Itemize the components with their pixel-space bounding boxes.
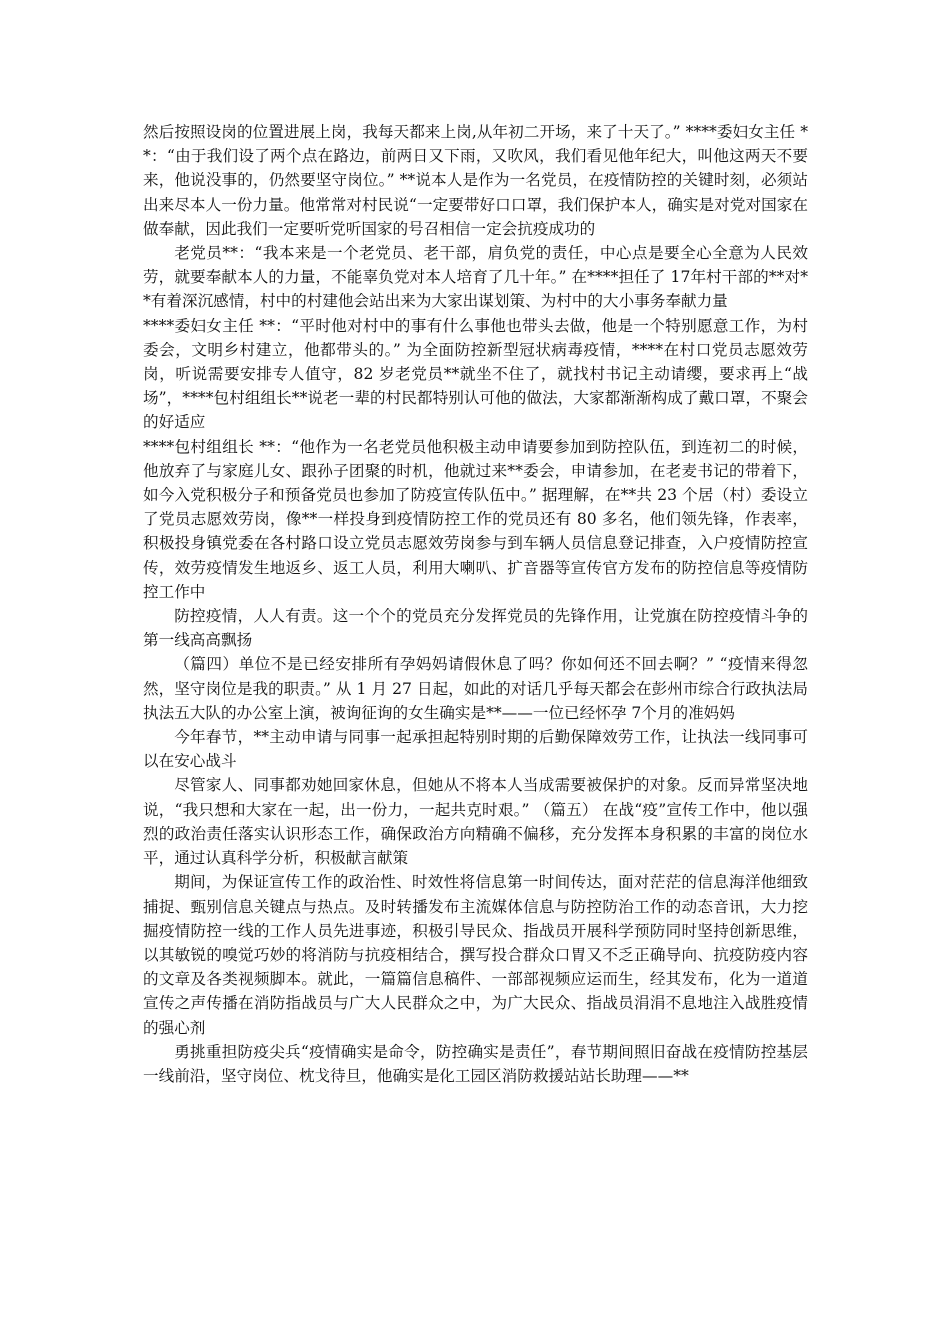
paragraph-9: 期间，为保证宣传工作的政治性、时效性将信息第一时间传达，面对茫茫的信息海洋他细致捕捉、甄别信息关键点与热点。及时转播发布主流媒体信息与防控防治工作的动态音讯，大力挖掘疫情防控一线的工作人员先进事迹，积极引导民众、指战员开展科学预防同时坚持创新思维，以其敏锐的嗅觉巧妙的将消防与抗疫相结合，撰写投合群众口胃又不乏正确导向、抗疫防疫内容的文章及各类视频脚本。就此，一篇篇信息稿件、一部部视频应运而生，经其发布，化为一道道宣传之声传播在消防指战员与广大人民群众之中，为广大民众、指战员涓涓不息地注入战胜疫情的强心剂 — [143, 873, 808, 1037]
paragraph-3: ****委妇女主任 **：“平时他对村中的事有什么事他也带头去做，他是一个特别愿意工作，为村委会，文明乡村建立，他都带头的。” 为全面防控新型冠状病毒疫情，****在村口党员志愿效劳岗，听说需要安排专人值守，82 岁老党员**就坐不住了，就找村书记主动请缨，要求再上“战场”，****包村组组长**说老一辈的村民都特别认可他的做法，大家都渐渐构成了戴口罩，不聚会的好适应 — [143, 316, 808, 432]
document-body — [143, 120, 808, 1088]
paragraph-5: 防控疫情，人人有责。这一个个的党员充分发挥党员的先锋作用，让党旗在防控疫情斗争的第一线高高飘扬 — [143, 607, 808, 650]
paragraph-4: ****包村组组长 **：“他作为一名老党员他积极主动申请要参加到防控队伍，到连初二的时候，他放弃了与家庭儿女、跟孙子团聚的时机，他就过来**委会，申请参加，在老麦书记的带着下，如今入党积极分子和预备党员也参加了防疫宣传队伍中。” 据理解，在**共 23 个居（村）委设立了党员志愿效劳岗，像**一样投身到疫情防控工作的党员还有 80 多名，他们领先锋，作表率，积极投身镇党委在各村路口设立党员志愿效劳岗参与到车辆人员信息登记排查，入户疫情防控宣传，效劳疫情发生地返乡、返工人员，利用大喇叭、扩音器等宣传官方发布的防控信息等疫情防控工作中 — [143, 437, 808, 601]
paragraph-1: 然后按照设岗的位置进展上岗，我每天都来上岗,从年初二开场，来了十天了。” ****委妇女主任 **：“由于我们设了两个点在路边，前两日又下雨，又吹风，我们看见他年纪大，叫他这两天不要来，他说没事的，仍然要坚守岗位。” **说本人是作为一名党员，在疫情防控的关键时刻，必须站出来尽本人一份力量。他常常对村民说“一定要带好口口罩，我们保护本人，确实是对党对国家在做奉献，因此我们一定要听党听国家的号召相信一定会抗疫成功的 — [143, 123, 808, 238]
paragraph-6: （篇四）单位不是已经安排所有孕妈妈请假休息了吗？你如何还不回去啊？” “疫情来得忽然，坚守岗位是我的职责。” 从 1 月 27 日起，如此的对话几乎每天都会在彭州市综合行政执法局执法五大队的办公室上演，被询征询的女生确实是**——一位已经怀孕 7个月的准妈妈 — [143, 655, 808, 722]
paragraph-7: 今年春节，**主动申请与同事一起承担起特别时期的后勤保障效劳工作，让执法一线同事可以在安心战斗 — [143, 728, 808, 771]
paragraph-2: 老党员**：“我本来是一个老党员、老干部，肩负党的责任，中心点是要全心全意为人民效劳，就要奉献本人的力量，不能辜负党对本人培育了几十年。” 在****担任了 17年村干部的**对**有着深沉感情，村中的村建他会站出来为大家出谋划策、为村中的大小事务奉献力量 — [143, 244, 808, 311]
paragraph-8: 尽管家人、同事都劝她回家休息，但她从不将本人当成需要被保护的对象。反而异常坚决地说，“我只想和大家在一起，出一份力，一起共克时艰。” （篇五） 在战“疫”宣传工作中，他以强烈的政治责任落实认识形态工作，确保政治方向精确不偏移，充分发挥本身积累的丰富的岗位水平，通过认真科学分析，积极献言献策 — [143, 776, 808, 868]
paragraph-10: 勇挑重担防疫尖兵“疫情确实是命令，防控确实是责任”，春节期间照旧奋战在疫情防控基层一线前沿，坚守岗位、枕戈待旦，他确实是化工园区消防救援站站长助理——** — [143, 1042, 808, 1085]
